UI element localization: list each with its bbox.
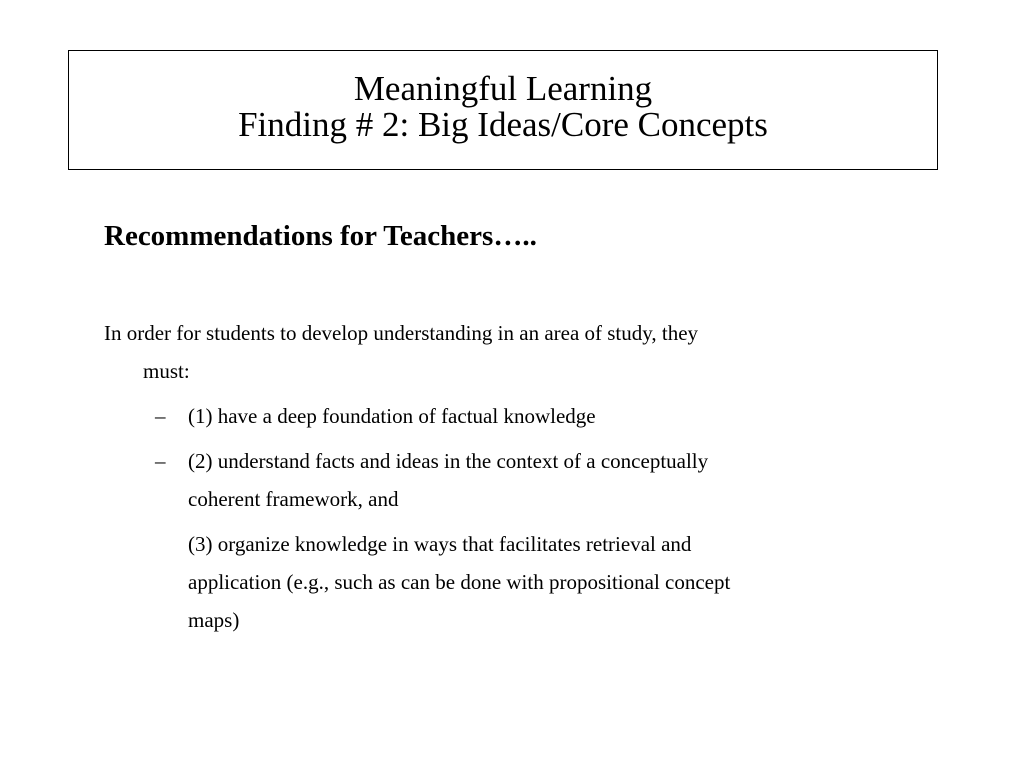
list-item-3-line3: maps) bbox=[188, 608, 240, 632]
list-item-2-line1: (2) understand facts and ideas in the context of a conceptually bbox=[188, 449, 709, 473]
slide-title-line1: Meaningful Learning bbox=[353, 69, 653, 108]
list-item-2-line2: coherent framework, and bbox=[188, 487, 399, 511]
list-item-3-line1: (3) organize knowledge in ways that facilitates retrieval and bbox=[188, 532, 692, 556]
recommendations-heading: Recommendations for Teachers….. bbox=[104, 220, 537, 252]
bullet-dash: – bbox=[155, 404, 166, 428]
list-item-1-line1: (1) have a deep foundation of factual knowledge bbox=[188, 404, 596, 428]
intro-text-line1: In order for students to develop understanding in an area of study, they bbox=[104, 321, 699, 345]
intro-text-line2: must: bbox=[143, 359, 190, 383]
bullet-dash: – bbox=[155, 449, 166, 473]
slide-title-line2: Finding # 2: Big Ideas/Core Concepts bbox=[238, 105, 768, 144]
title-box bbox=[68, 50, 938, 170]
list-item-3-line2: application (e.g., such as can be done with propositional concept bbox=[188, 570, 731, 594]
